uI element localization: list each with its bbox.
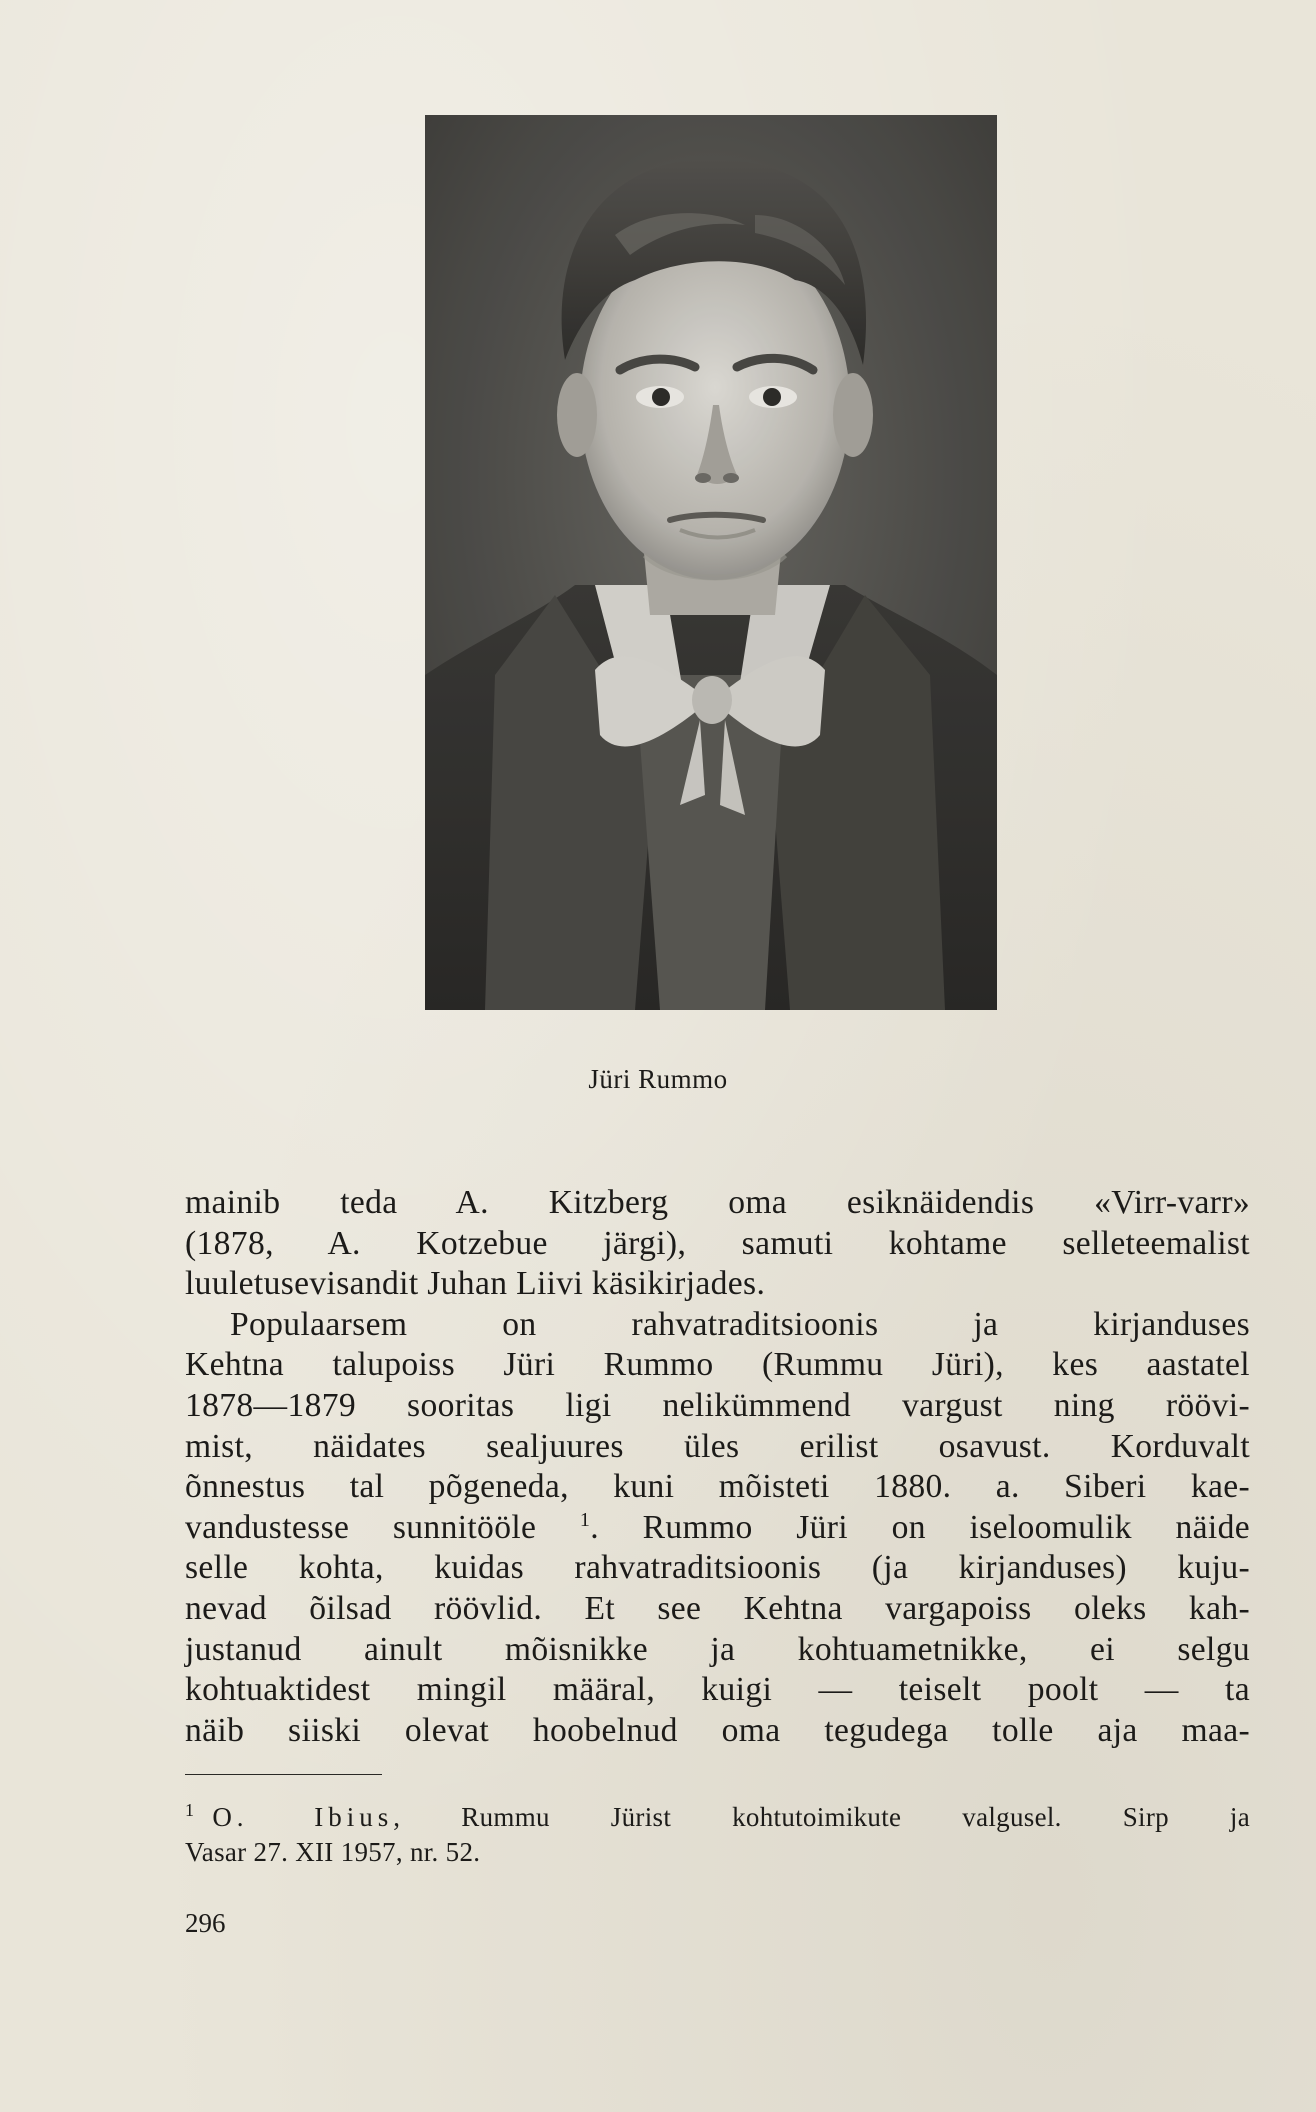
paragraph-2 <box>185 1305 1250 1752</box>
text-line: luuletusevisandit Juhan Liivi käsikirjades. <box>185 1265 766 1303</box>
paragraph-1 <box>185 1183 1250 1305</box>
text-line: Kehtna talupoiss Jüri Rummo (Rummu Jüri), kes aastatel <box>185 1346 1250 1384</box>
text-line: õnnestus tal põgeneda, kuni mõisteti 1880. a. Siberi kae- <box>185 1468 1250 1506</box>
text-line: Populaarsem on rahvatraditsioonis ja kirjanduses <box>230 1305 1250 1343</box>
text-segment: vandustesse sunnitööle <box>185 1508 537 1546</box>
footnote-line <box>185 1800 1250 1835</box>
footnote-number: 1 <box>185 1800 195 1820</box>
text-line: mainib teda A. Kitzberg oma esiknäidendis «Virr-varr» <box>185 1184 1250 1221</box>
body-text <box>185 1183 1250 1751</box>
portrait-illustration <box>425 115 997 1010</box>
text-line: mist, näidates sealjuures üles erilist osavust. Korduvalt <box>185 1427 1250 1465</box>
text-line: näib siiski olevat hoobelnud oma tegudega tolle aja maa- <box>185 1711 1250 1749</box>
text-line: kohtuaktidest mingil määral, kuigi — teiselt poolt — ta <box>185 1671 1250 1709</box>
photo-caption: Jüri Rummo <box>588 1064 728 1094</box>
text-line: (1878, A. Kotzebue järgi), samuti kohtame selleteemalist <box>185 1224 1250 1262</box>
page-number: 296 <box>185 1908 226 1938</box>
text-segment: . Rummo Jüri on iseloomulik näide <box>590 1508 1250 1546</box>
footnote-text: , Rummu Jürist kohtutoimikute valgusel. Sirp ja <box>393 1802 1251 1832</box>
footnote-author: O. Ibius <box>212 1802 394 1832</box>
footnote-reference[interactable]: 1 <box>579 1508 591 1531</box>
footnote <box>185 1800 1250 1870</box>
footnote-line: Vasar 27. XII 1957, nr. 52. <box>185 1837 481 1867</box>
portrait-photo <box>425 115 997 1010</box>
text-line: justanud ainult mõisnikke ja kohtuametnikke, ei selgu <box>185 1630 1250 1668</box>
text-line: nevad õilsad röövlid. Et see Kehtna vargapoiss oleks kah- <box>185 1589 1250 1627</box>
footnote-divider <box>185 1774 382 1775</box>
text-line: 1878—1879 sooritas ligi nelikümmend vargust ning röövi- <box>185 1386 1250 1424</box>
text-line: selle kohta, kuidas rahvatraditsioonis (ja kirjanduses) kuju- <box>185 1549 1250 1587</box>
text-line-with-footnote <box>185 1508 1250 1549</box>
